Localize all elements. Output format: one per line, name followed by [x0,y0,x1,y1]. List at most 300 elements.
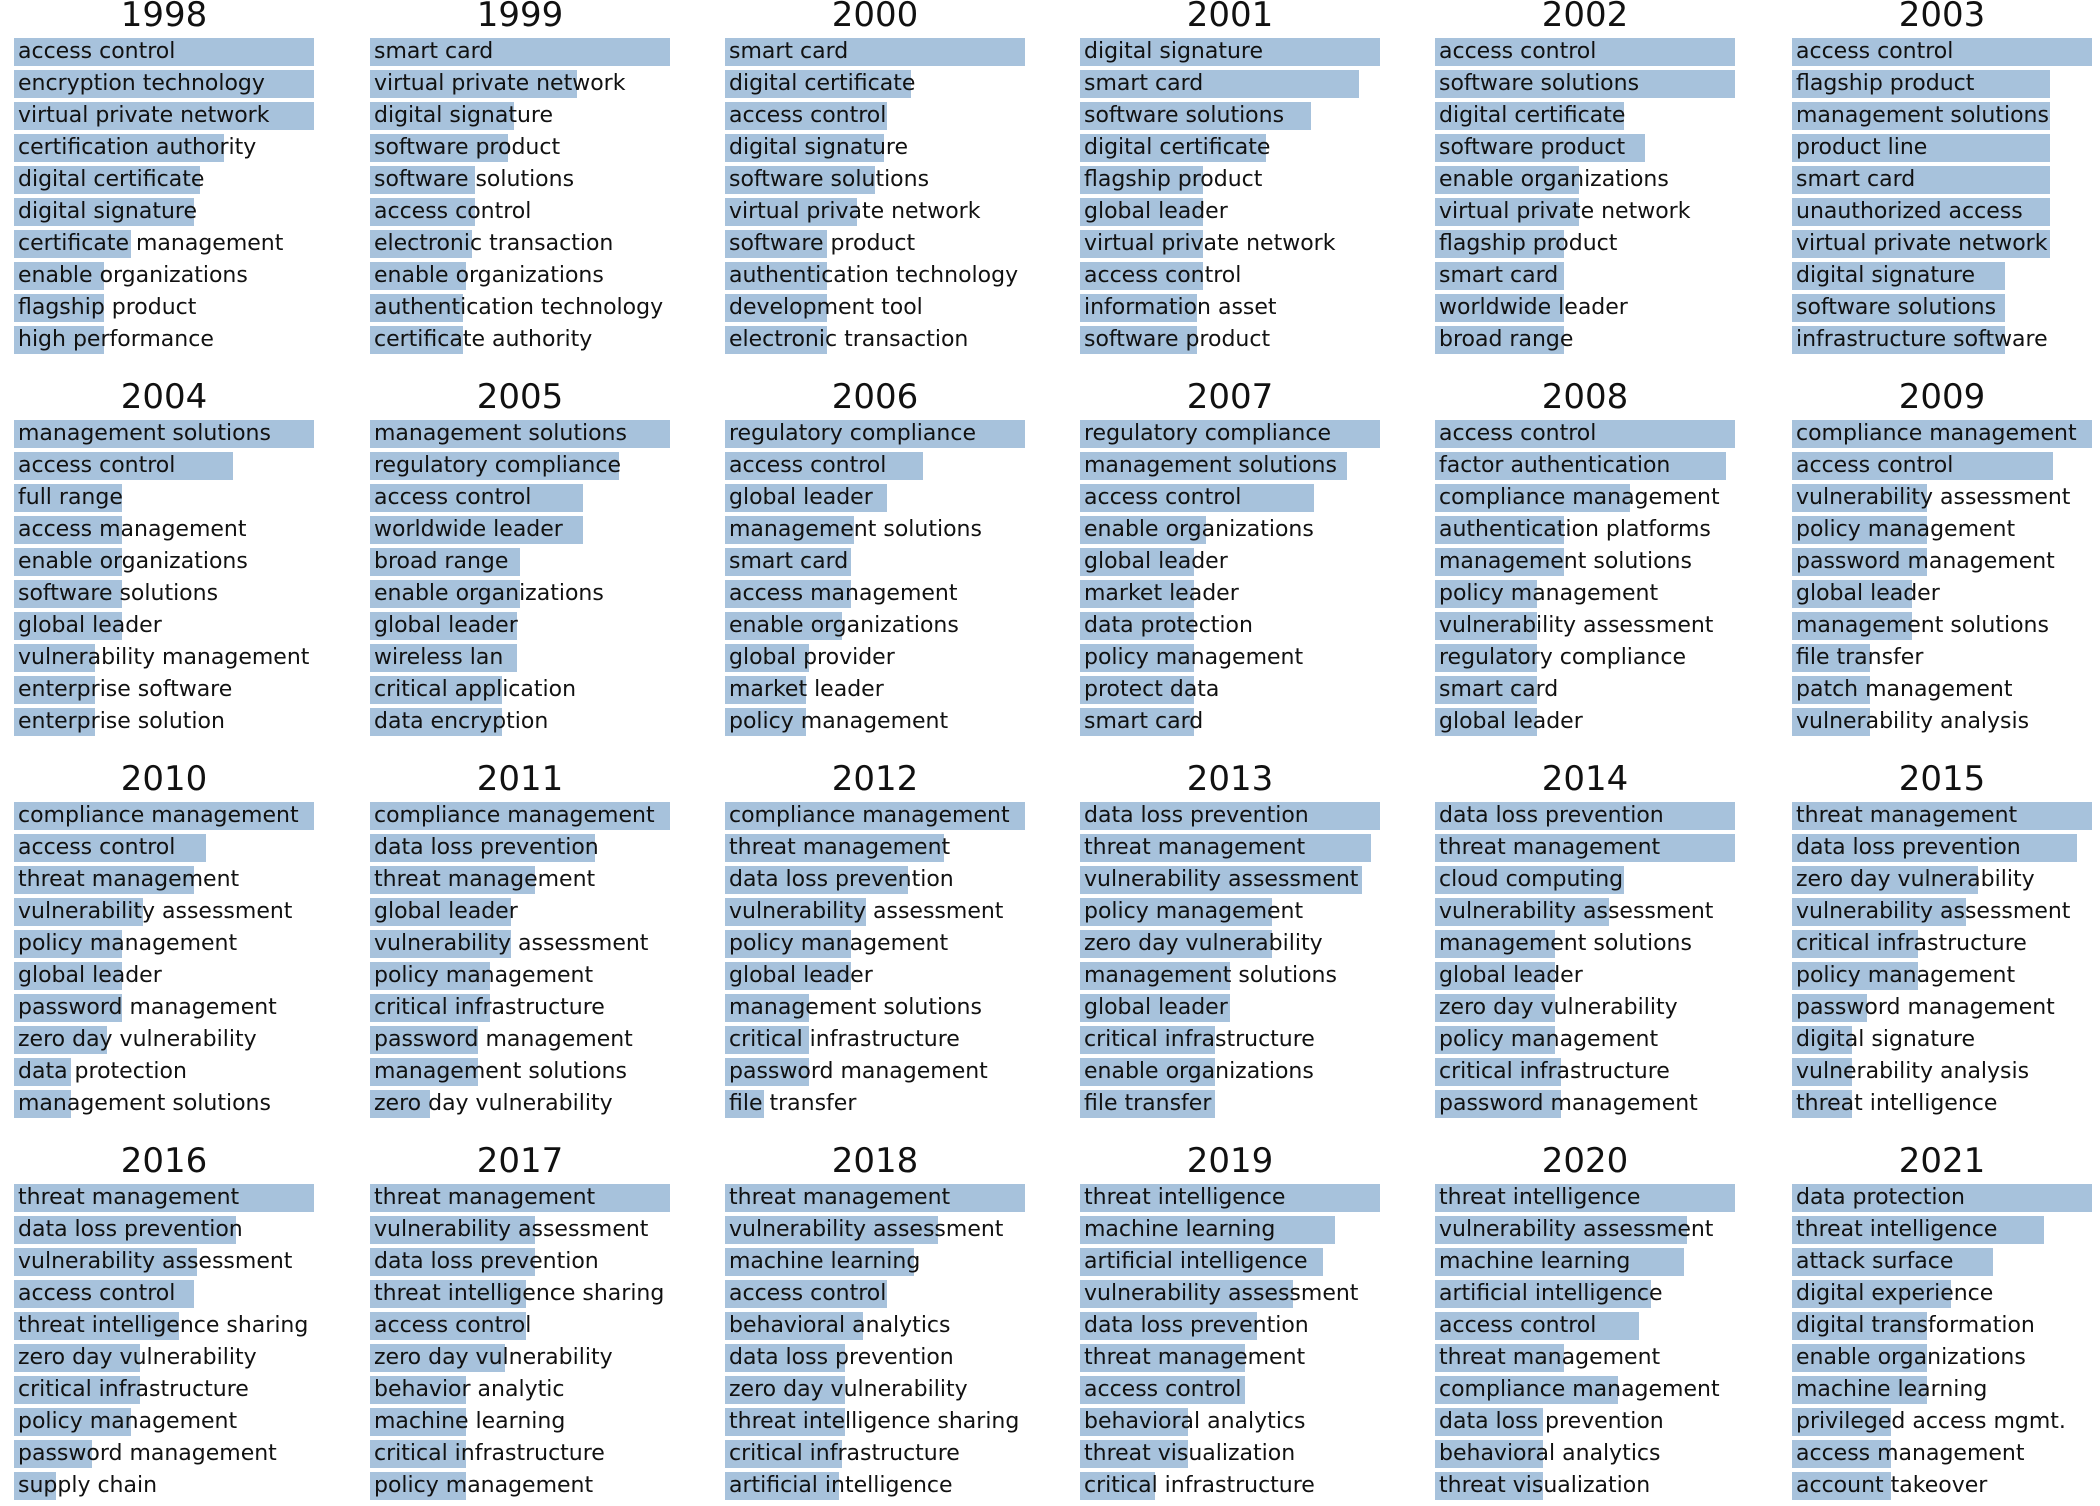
keyword-label: access control [1439,421,1597,446]
keyword-label: management solutions [1439,931,1692,956]
keyword-row [725,1246,1025,1278]
keyword-row [370,482,670,514]
keyword-label: software solutions [1796,295,1997,320]
year-panel-2005 [370,377,670,742]
keyword-label: compliance management [1439,1377,1720,1402]
year-title: 2001 [1186,0,1274,35]
keyword-row [1080,1246,1380,1278]
keyword-label: management solutions [1439,549,1692,574]
keyword-row [1435,706,1735,738]
keyword-label: access control [1439,39,1597,64]
keyword-row [1792,292,2092,324]
keyword-row [370,674,670,706]
keyword-label: threat management [729,835,951,860]
keyword-row [725,292,1025,324]
keyword-label: regulatory compliance [1084,421,1331,446]
keyword-label: vulnerability assessment [729,899,1004,924]
keyword-row [1435,1310,1735,1342]
year-panel-2020 [1435,1141,1735,1506]
keyword-label: management solutions [1796,103,2049,128]
keyword-row [1435,1406,1735,1438]
keyword-row [725,1214,1025,1246]
keyword-label: threat visualization [1084,1441,1296,1466]
keyword-label: flagship product [1439,231,1618,256]
keyword-row [1080,642,1380,674]
keyword-row [1435,100,1735,132]
keyword-label: vulnerability assessment [1084,1281,1359,1306]
keyword-row [1080,674,1380,706]
year-panel-1999 [370,0,670,360]
keyword-label: threat intelligence sharing [729,1409,1020,1434]
year-panel-2003 [1792,0,2092,360]
keyword-label: data loss prevention [1084,803,1309,828]
year-panel-2018 [725,1141,1025,1506]
keyword-label: access control [1084,485,1242,510]
keyword-row [14,418,314,450]
keyword-label: critical application [374,677,577,702]
keyword-label: threat management [374,1185,596,1210]
keyword-label: management solutions [1796,613,2049,638]
keyword-row [725,706,1025,738]
keyword-row [1792,992,2092,1024]
keyword-label: digital certificate [1439,103,1626,128]
year-title: 1999 [476,0,564,35]
keyword-label: access control [374,485,532,510]
keyword-row [14,164,314,196]
keyword-row [725,482,1025,514]
year-panel-2012 [725,759,1025,1124]
keyword-label: critical infrastructure [374,1441,605,1466]
keyword-label: enable organizations [18,263,248,288]
keyword-label: wireless lan [374,645,504,670]
keyword-row [725,610,1025,642]
keyword-label: threat management [18,867,240,892]
keyword-row [370,992,670,1024]
keyword-row [1435,132,1735,164]
keyword-row [1435,1056,1735,1088]
keyword-label: unauthorized access [1796,199,2023,224]
keyword-label: policy management [729,709,949,734]
keyword-row [1080,292,1380,324]
keyword-label: product line [1796,135,1928,160]
keyword-label: global leader [1796,581,1940,606]
keyword-row [370,418,670,450]
keyword-label: management solutions [18,1091,271,1116]
keyword-row [1792,832,2092,864]
keyword-row [1792,1470,2092,1502]
keyword-label: data loss prevention [1439,1409,1664,1434]
keyword-row [370,1310,670,1342]
keyword-label: smart card [729,39,849,64]
keyword-label: authentication technology [729,263,1019,288]
keyword-row [1792,228,2092,260]
keyword-label: regulatory compliance [1439,645,1686,670]
keyword-label: global provider [729,645,895,670]
year-panel-2019 [1080,1141,1380,1506]
keyword-label: enable organizations [729,613,959,638]
keyword-row [1792,1342,2092,1374]
keyword-row [1080,482,1380,514]
keyword-label: vulnerability management [18,645,310,670]
keyword-row [1435,674,1735,706]
keyword-row [725,100,1025,132]
keyword-label: vulnerability analysis [1796,709,2030,734]
keyword-label: access control [1796,453,1954,478]
keyword-row [14,610,314,642]
keyword-label: enable organizations [1084,1059,1314,1084]
keyword-label: enable organizations [1439,167,1669,192]
keyword-row [14,260,314,292]
keyword-row [725,1438,1025,1470]
keyword-label: management solutions [374,421,627,446]
keyword-label: smart card [1084,71,1204,96]
keyword-label: smart card [1439,263,1559,288]
keyword-label: policy management [374,963,594,988]
keyword-label: access control [18,453,176,478]
keyword-label: policy management [1084,899,1304,924]
keyword-label: digital experience [1796,1281,1994,1306]
keyword-row [14,1310,314,1342]
year-panel-2001 [1080,0,1380,360]
keyword-label: threat management [1084,835,1306,860]
year-panel-2008 [1435,377,1735,742]
keyword-row [14,1024,314,1056]
keyword-row [1792,578,2092,610]
keyword-label: access control [729,103,887,128]
year-panel-1998 [14,0,314,360]
keyword-label: data protection [18,1059,187,1084]
keyword-row [1435,832,1735,864]
keyword-row [1792,1406,2092,1438]
keyword-label: regulatory compliance [729,421,976,446]
keyword-label: access management [729,581,958,606]
keyword-row [370,1056,670,1088]
keyword-row [1435,864,1735,896]
keyword-label: vulnerability assessment [374,1217,649,1242]
keyword-row [370,1088,670,1120]
keyword-label: access control [18,1281,176,1306]
keyword-label: data loss prevention [729,867,954,892]
keyword-label: critical infrastructure [1796,931,2027,956]
keyword-label: digital signature [1796,263,1975,288]
keyword-label: behavioral analytics [1084,1409,1306,1434]
keyword-row [370,1214,670,1246]
keyword-label: critical infrastructure [729,1027,960,1052]
keyword-row [725,1310,1025,1342]
keyword-label: high performance [18,327,214,352]
keyword-label: access control [18,39,176,64]
keyword-row [1435,1470,1735,1502]
keyword-row [1080,324,1380,356]
keyword-row [725,928,1025,960]
keyword-row [370,228,670,260]
keyword-row [1792,514,2092,546]
keyword-row [14,1470,314,1502]
keyword-label: zero day vulnerability [18,1345,257,1370]
keyword-row [1080,706,1380,738]
keyword-row [725,1024,1025,1056]
keyword-label: market leader [729,677,884,702]
keyword-label: cloud computing [1439,867,1624,892]
keyword-label: market leader [1084,581,1239,606]
keyword-row [1080,800,1380,832]
keyword-row [370,1342,670,1374]
year-title: 2000 [831,0,919,35]
keyword-row [14,36,314,68]
keyword-label: software product [374,135,561,160]
keyword-label: vulnerability assessment [1439,899,1714,924]
keyword-label: supply chain [18,1473,158,1498]
keyword-label: zero day vulnerability [374,1091,613,1116]
keyword-label: certificate management [18,231,284,256]
keyword-label: enterprise software [18,677,233,702]
keyword-row [1792,706,2092,738]
keyword-label: management solutions [729,517,982,542]
keyword-row [14,992,314,1024]
keyword-row [1080,1278,1380,1310]
keyword-row [14,1214,314,1246]
keyword-label: policy management [1796,963,2016,988]
year-title: 2018 [831,1141,919,1181]
keyword-row [14,1246,314,1278]
keyword-label: vulnerability analysis [1796,1059,2030,1084]
keyword-row [1792,132,2092,164]
keyword-label: virtual private network [1796,231,2048,256]
keyword-label: compliance management [374,803,655,828]
keyword-label: global leader [374,899,518,924]
keyword-row [370,1470,670,1502]
keyword-label: policy management [1439,1027,1659,1052]
keyword-label: flagship product [1796,71,1975,96]
keyword-row [14,1056,314,1088]
keyword-label: behavior analytic [374,1377,565,1402]
year-title: 2012 [831,759,919,799]
keyword-row [370,164,670,196]
keyword-label: behavioral analytics [1439,1441,1661,1466]
keyword-row [1435,610,1735,642]
keyword-row [1792,482,2092,514]
keyword-label: enable organizations [1084,517,1314,542]
keyword-row [1435,896,1735,928]
keyword-row [370,960,670,992]
keyword-row [1435,450,1735,482]
keyword-row [1435,1278,1735,1310]
keyword-row [370,514,670,546]
keyword-row [1080,1024,1380,1056]
keyword-label: software solutions [1084,103,1285,128]
keyword-label: threat management [1084,1345,1306,1370]
keyword-row [1080,68,1380,100]
keyword-label: smart card [729,549,849,574]
keyword-row [1792,450,2092,482]
keyword-row [725,546,1025,578]
keyword-label: password management [1439,1091,1698,1116]
keyword-label: password management [374,1027,633,1052]
keyword-label: policy management [1084,645,1304,670]
keyword-label: threat intelligence sharing [374,1281,665,1306]
keyword-row [14,1438,314,1470]
keyword-label: information asset [1084,295,1277,320]
keyword-row [725,578,1025,610]
keyword-label: global leader [1084,199,1228,224]
keyword-label: protect data [1084,677,1220,702]
keyword-label: global leader [18,613,162,638]
keyword-label: data encryption [374,709,549,734]
keyword-row [370,1024,670,1056]
keyword-row [1080,450,1380,482]
keyword-label: patch management [1796,677,2013,702]
keyword-row [725,960,1025,992]
keyword-row [1435,1088,1735,1120]
keyword-row [14,1406,314,1438]
keyword-label: broad range [374,549,509,574]
year-panel-2014 [1435,759,1735,1124]
keyword-label: data protection [1796,1185,1965,1210]
keyword-row [1080,864,1380,896]
keyword-label: password management [1796,995,2055,1020]
keyword-label: threat intelligence [1439,1185,1641,1210]
keyword-row [1435,164,1735,196]
keyword-label: access control [1796,39,1954,64]
year-title: 2021 [1898,1141,1986,1181]
keyword-row [1080,196,1380,228]
keyword-label: global leader [1439,963,1583,988]
keyword-label: data loss prevention [374,835,599,860]
keyword-row [14,1182,314,1214]
keyword-label: access control [1439,1313,1597,1338]
year-title: 2007 [1186,377,1274,417]
keyword-label: privileged access mgmt. [1796,1409,2066,1434]
keyword-row [1792,896,2092,928]
keyword-label: global leader [729,485,873,510]
keyword-row [1080,1182,1380,1214]
keyword-label: global leader [1084,995,1228,1020]
keyword-row [14,450,314,482]
keyword-label: critical infrastructure [1439,1059,1670,1084]
keyword-label: digital signature [18,199,197,224]
keyword-label: threat management [729,1185,951,1210]
keyword-row [1435,578,1735,610]
keyword-row [725,196,1025,228]
keyword-label: machine learning [1796,1377,1988,1402]
keyword-row [370,100,670,132]
keyword-row [370,864,670,896]
keyword-label: data loss prevention [374,1249,599,1274]
keyword-row [725,260,1025,292]
keyword-label: access control [374,199,532,224]
keyword-label: critical infrastructure [18,1377,249,1402]
keyword-label: worldwide leader [374,517,563,542]
keyword-label: artificial intelligence [1439,1281,1663,1306]
keyword-row [1435,1024,1735,1056]
year-title: 2015 [1898,759,1986,799]
keyword-label: access control [1084,1377,1242,1402]
keyword-label: software solutions [729,167,930,192]
keyword-label: management solutions [1084,453,1337,478]
keyword-label: threat management [1796,803,2018,828]
keyword-row [725,992,1025,1024]
keyword-row [1435,1374,1735,1406]
keyword-label: critical infrastructure [374,995,605,1020]
keyword-label: account takeover [1796,1473,1988,1498]
keyword-label: digital certificate [1084,135,1271,160]
keyword-row [370,196,670,228]
year-title: 2004 [120,377,208,417]
keyword-label: machine learning [374,1409,566,1434]
year-panel-2015 [1792,759,2092,1124]
keyword-label: password management [18,995,277,1020]
keyword-row [1435,196,1735,228]
keyword-row [725,228,1025,260]
keyword-label: smart card [1084,709,1204,734]
keyword-row [1792,610,2092,642]
keyword-label: digital transformation [1796,1313,2035,1338]
year-title: 2011 [476,759,564,799]
keyword-row [725,324,1025,356]
keyword-row [1435,68,1735,100]
keyword-label: global leader [729,963,873,988]
keyword-label: digital signature [374,103,553,128]
keyword-row [725,800,1025,832]
keyword-label: virtual private network [729,199,981,224]
keyword-row [1435,1182,1735,1214]
keyword-row [14,546,314,578]
keyword-row [370,928,670,960]
keyword-label: password management [729,1059,988,1084]
keyword-row [1435,928,1735,960]
keyword-row [1792,1374,2092,1406]
keyword-label: worldwide leader [1439,295,1628,320]
keyword-row [1080,1470,1380,1502]
keyword-row [1792,196,2092,228]
keyword-row [1792,260,2092,292]
keyword-label: data protection [1084,613,1253,638]
keyword-label: flagship product [18,295,197,320]
keyword-row [14,1342,314,1374]
keyword-row [725,418,1025,450]
keyword-row [1080,228,1380,260]
keyword-row [14,324,314,356]
keyword-row [1792,1024,2092,1056]
keyword-row [1080,1214,1380,1246]
keyword-label: enable organizations [374,263,604,288]
keyword-label: vulnerability assessment [1439,1217,1714,1242]
keyword-row [1435,514,1735,546]
keyword-row [14,196,314,228]
keyword-label: digital signature [1084,39,1263,64]
keyword-row [14,132,314,164]
keyword-row [1080,992,1380,1024]
keyword-row [1792,1214,2092,1246]
keyword-row [1792,418,2092,450]
keyword-label: data loss prevention [729,1345,954,1370]
keyword-row [1080,578,1380,610]
keyword-row [1792,674,2092,706]
keyword-label: digital signature [729,135,908,160]
keyword-row [1435,1342,1735,1374]
keyword-row [370,706,670,738]
keyword-label: software product [1439,135,1626,160]
keyword-row [1435,482,1735,514]
keyword-row [1792,164,2092,196]
year-title: 2008 [1541,377,1629,417]
year-title: 2020 [1541,1141,1629,1181]
keyword-label: virtual private network [1439,199,1691,224]
keyword-row [1792,1278,2092,1310]
keyword-row [370,68,670,100]
keyword-row [370,578,670,610]
keyword-row [725,164,1025,196]
